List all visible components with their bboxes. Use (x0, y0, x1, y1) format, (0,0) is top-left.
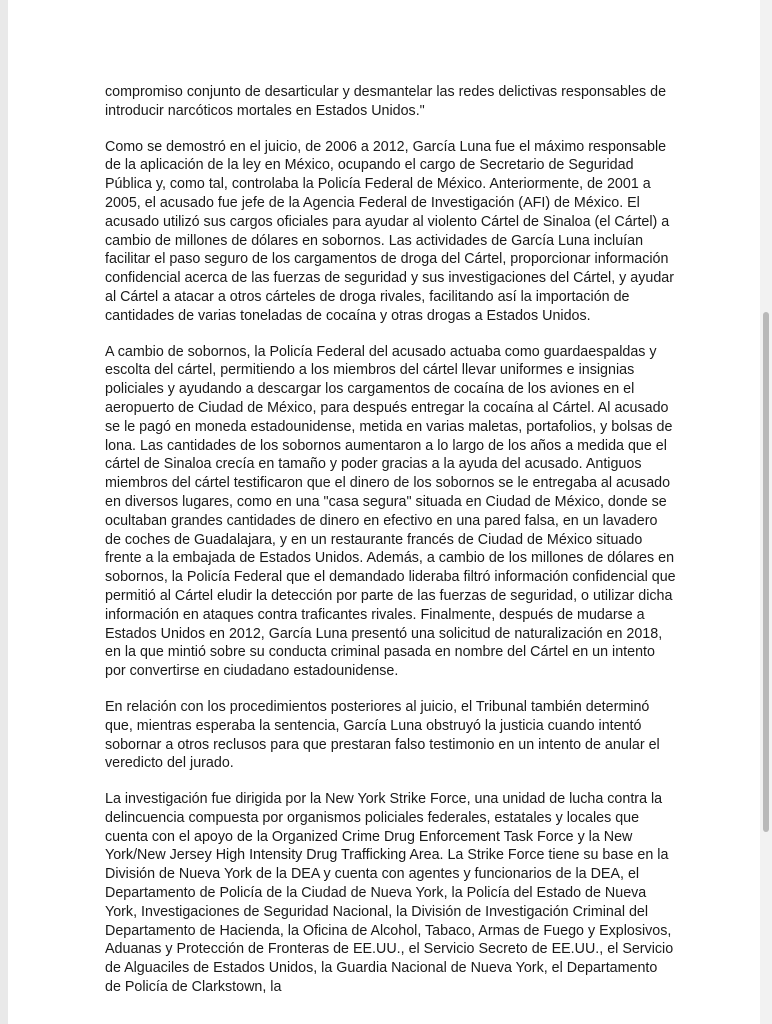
document-page (8, 0, 760, 1024)
paragraph-1: compromiso conjunto de desarticular y desmantelar las redes delictivas responsables de introducir narcóticos mortales en Estados Unidos." (105, 84, 667, 119)
paragraph-3: A cambio de sobornos, la Policía Federal del acusado actuaba como guardaespaldas y escolta del cártel, permitiendo a los miembros del cártel llevar uniformes e insignias policiales y ayudando a descargar los cargamentos de cocaína de los aviones en el aeropuerto de Ciudad de México, para después entregar la cocaína al Cártel. Al acusado se le pagó en moneda estadounidense, metida en varias maletas, portafolios, y bolsas de lona. Las cantidades de los sobornos aumentaron a lo largo de los años a medida que el cártel de Sinaloa crecía en tamaño y poder gracias a la ayuda del acusado. Antiguos miembros del cártel testificaron que el dinero de los sobornos se le entregaba al acusado en diversos lugares, como en una "casa segura" situada en Ciudad de México, donde se ocultaban grandes cantidades de dinero en efectivo en una pared falsa, en un lavadero de coches de Guadalajara, y en un restaurante francés de Ciudad de México situado frente a la embajada de Estados Unidos. Además, a cambio de los millones de dólares en sobornos, la Policía Federal que el demandado lideraba filtró información confidencial que permitió al Cártel eludir la detección por parte de las fuerzas de seguridad, o utilizar dicha información en ataques contra traficantes rivales. Finalmente, después de mudarse a Estados Unidos en 2012, García Luna presentó una solicitud de naturalización en 2018, en la que mintió sobre su conducta criminal pasada en nombre del Cártel en un intento por convertirse en ciudadano estadounidense. (105, 343, 676, 680)
vertical-scrollbar[interactable] (760, 0, 772, 1024)
paragraph-5: La investigación fue dirigida por la New York Strike Force, una unidad de lucha contra la delincuencia compuesta por organismos policiales federales, estatales y locales que cuenta con el apoyo de la Organized Crime Drug Enforcement Task Force y la New York/New Jersey High Intensity Drug Trafficking Area. La Strike Force tiene su base en la División de Nueva York de la DEA y cuenta con agentes y funcionarios de la DEA, el Departamento de Policía de la Ciudad de Nueva York, la Policía del Estado de Nueva York, Investigaciones de Seguridad Nacional, la División de Investigación Criminal del Departamento de Hacienda, la Oficina de Alcohol, Tabaco, Armas de Fuego y Explosivos, Aduanas y Protección de Fronteras de EE.UU., el Servicio Secreto de EE.UU., el Servicio de Alguaciles de Estados Unidos, la Guardia Nacional de Nueva York, el Departamento de Policía de Clarkstown, la (105, 791, 674, 996)
scrollbar-thumb[interactable] (763, 312, 769, 832)
document-body (105, 83, 677, 1014)
paragraph-4: En relación con los procedimientos posteriores al juicio, el Tribunal también determinó que, mientras esperaba la sentencia, García Luna obstruyó la justicia cuando intentó sobornar a otros reclusos para que prestaran falso testimonio en un intento de anular el veredicto del jurado. (105, 698, 660, 772)
paragraph-2: Como se demostró en el juicio, de 2006 a 2012, García Luna fue el máximo responsable de la aplicación de la ley en México, ocupando el cargo de Secretario de Seguridad Pública y, como tal, controlaba la Policía Federal de México. Anteriormente, de 2001 a 2005, el acusado fue jefe de la Agencia Federal de Investigación (AFI) de México. El acusado utilizó sus cargos oficiales para ayudar al violento Cártel de Sinaloa (el Cártel) a cambio de millones de dólares en sobornos. Las actividades de García Luna incluían facilitar el paso seguro de los cargamentos de droga del Cártel, proporcionar información confidencial acerca de las fuerzas de seguridad y sus investigaciones del Cártel, y ayudar al Cártel a atacar a otros cárteles de droga rivales, facilitando así la importación de cantidades de varias toneladas de cocaína y otras drogas a Estados Unidos. (105, 138, 675, 324)
